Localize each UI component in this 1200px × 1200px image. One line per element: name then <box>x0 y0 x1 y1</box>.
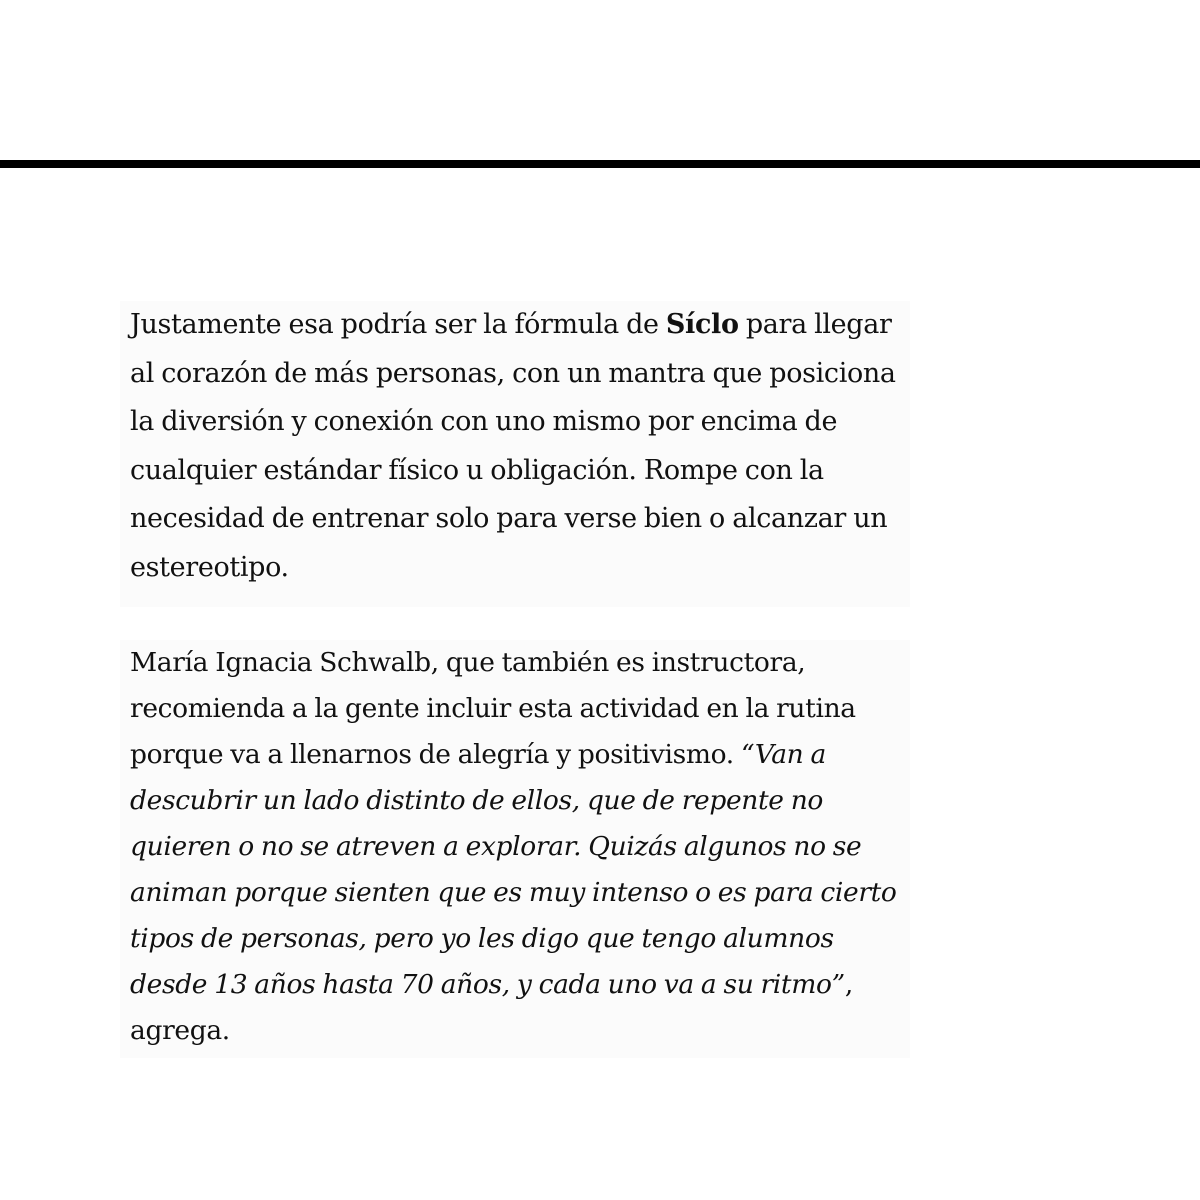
paragraph-lead-text: Justamente esa podría ser la fórmula de <box>130 309 666 340</box>
brand-name: Síclo <box>665 309 739 340</box>
paragraph-text <box>130 301 910 592</box>
instructor-quote: “Van a descubrir un lado distinto de ellos, que de repente no quieren o no se atreven a explorar. Quizás algunos no se animan porque sienten que es muy intenso o es para cierto tipos de personas, pero yo les digo que tengo alumnos desde 13 años hasta 70 años, y cada uno va a su ritmo” <box>130 739 897 1000</box>
paragraph-instructor-quote <box>120 640 910 1058</box>
paragraph-text <box>130 640 910 1054</box>
paragraph-intro-text: María Ignacia Schwalb, que también es instructora, recomienda a la gente incluir esta actividad en la rutina porque va a llenarnos de alegría y positivismo. <box>130 647 856 770</box>
top-divider <box>0 160 1200 168</box>
paragraph-siclo-formula <box>120 301 910 607</box>
paragraph-rest-text: para llegar al corazón de más personas, con un mantra que posiciona la diversión y conexión con uno mismo por encima de cualquier estándar físico u obligación. Rompe con la necesidad de entrenar solo para verse bien o alcanzar un estereotipo. <box>130 309 896 583</box>
paragraph-attribution: , agrega. <box>130 969 853 1046</box>
